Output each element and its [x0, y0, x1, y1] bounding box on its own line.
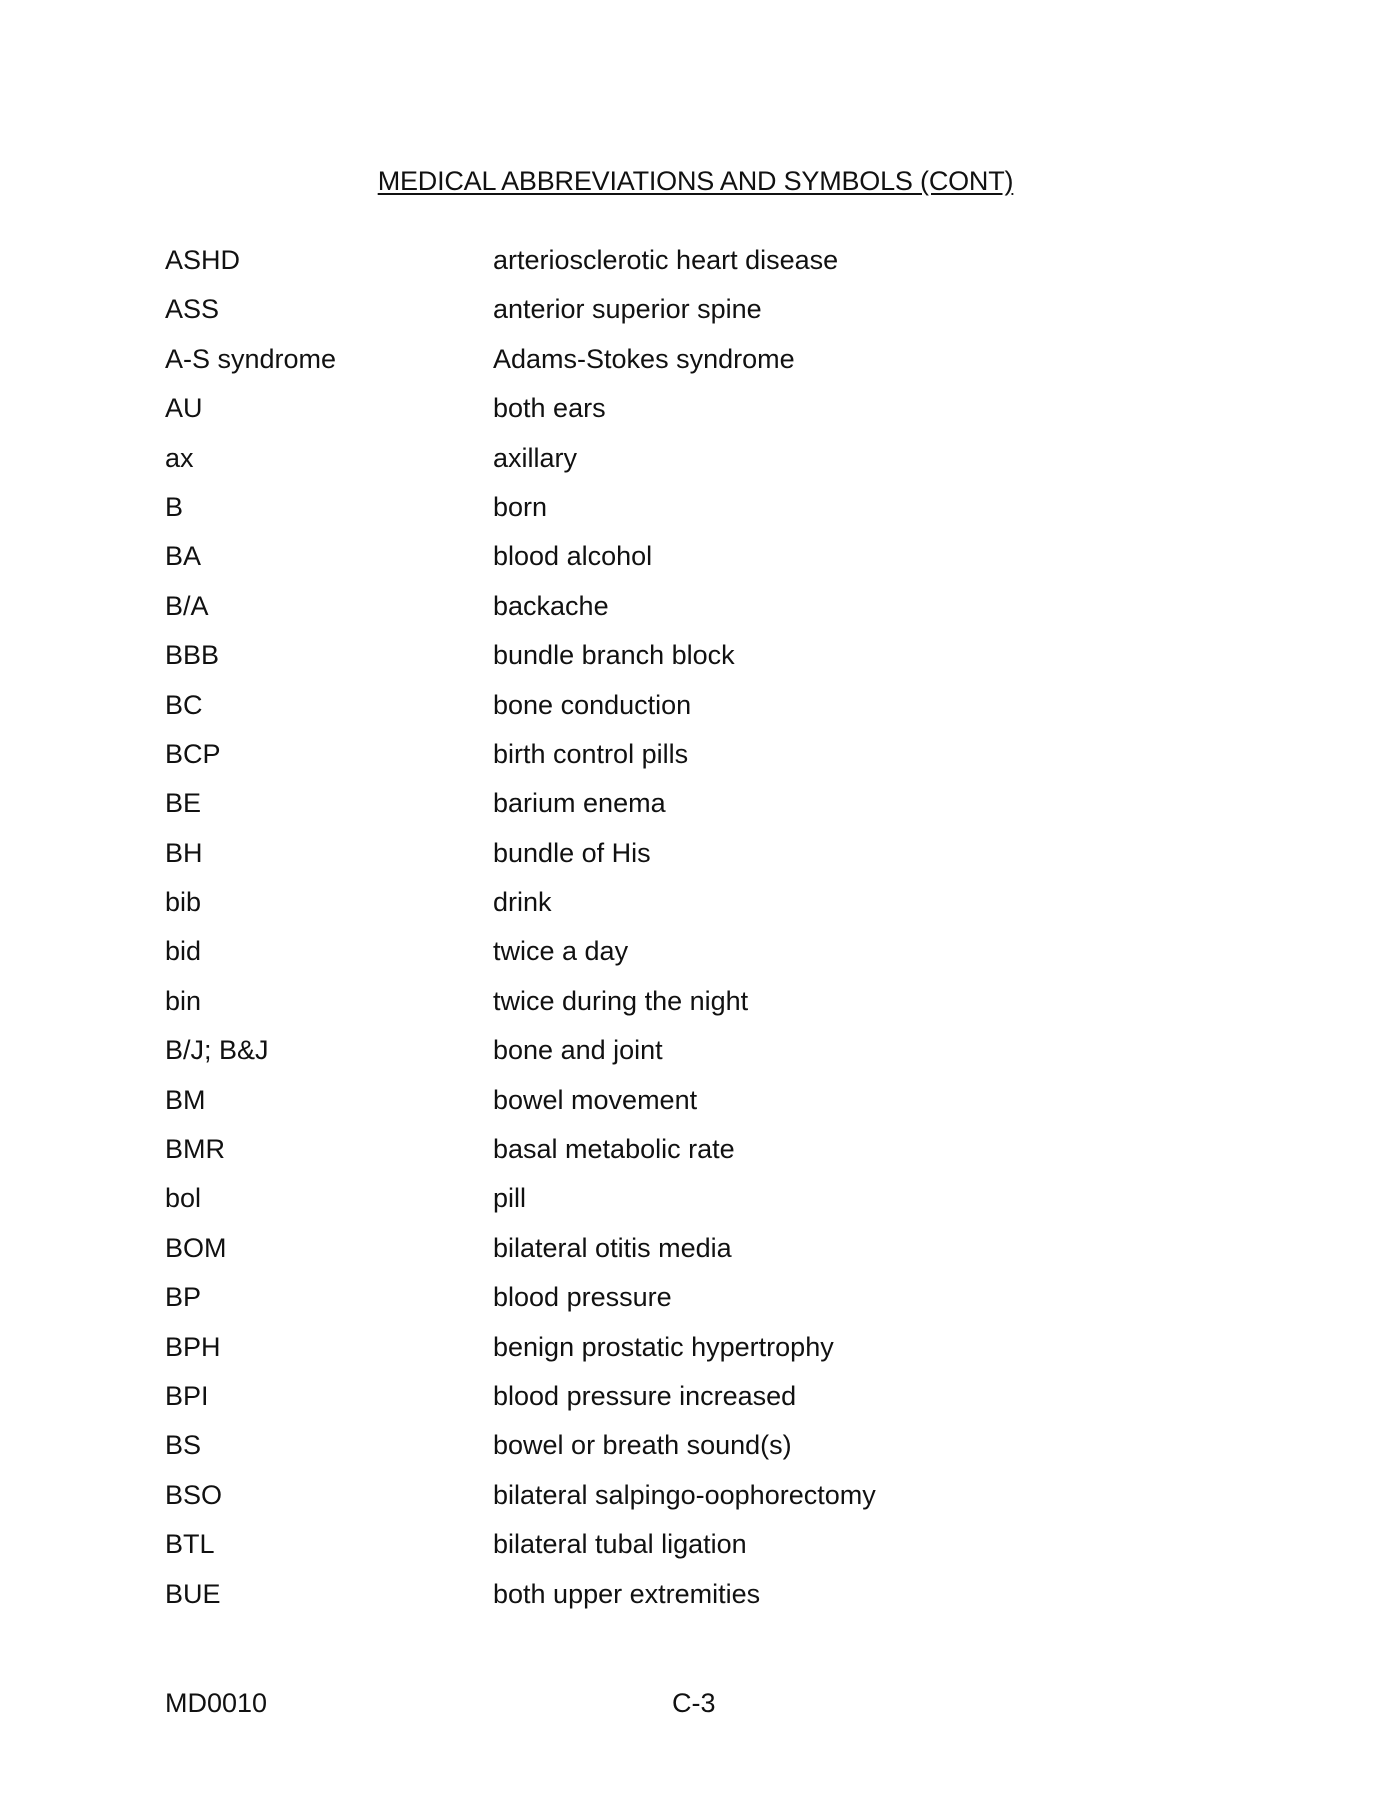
abbreviation-meaning: blood pressure — [493, 1282, 672, 1313]
abbreviation: BH — [165, 837, 203, 868]
list-item — [165, 1331, 1265, 1380]
list-item — [165, 491, 1265, 540]
abbreviation: ASHD — [165, 245, 241, 275]
abbreviation: ASS — [165, 294, 220, 325]
list-item — [165, 837, 1265, 886]
abbreviation-meaning: arteriosclerotic heart disease — [493, 245, 839, 275]
list-item — [165, 639, 1265, 688]
abbreviation-meaning: blood alcohol — [493, 541, 653, 572]
list-item — [165, 1084, 1265, 1133]
abbreviation: bid — [165, 936, 202, 967]
abbreviation: bol — [165, 1183, 202, 1214]
abbreviation: B/A — [165, 590, 209, 621]
abbreviation: B — [165, 491, 184, 522]
abbreviation-meaning: born — [493, 491, 548, 522]
abbreviation: BSO — [165, 1479, 223, 1510]
abbreviation-meaning: basal metabolic rate — [493, 1134, 735, 1165]
list-item — [165, 1133, 1265, 1182]
abbreviation-meaning: birth control pills — [493, 738, 689, 769]
list-item — [165, 886, 1265, 935]
abbreviation: BUE — [165, 1578, 221, 1609]
abbreviation: BP — [165, 1282, 202, 1313]
abbreviation-list — [165, 244, 1265, 1627]
list-item — [165, 343, 1265, 392]
abbreviation-meaning: Adams-Stokes syndrome — [493, 343, 795, 374]
abbreviation: B/J; B&J — [165, 1035, 269, 1066]
abbreviation-meaning: both upper extremities — [493, 1578, 761, 1609]
abbreviation: BE — [165, 788, 202, 819]
abbreviation: BPH — [165, 1331, 221, 1362]
list-item — [165, 1479, 1265, 1528]
abbreviation: BCP — [165, 738, 221, 769]
abbreviation-meaning: bilateral salpingo-oophorectomy — [493, 1479, 876, 1510]
list-item — [165, 689, 1265, 738]
abbreviation-meaning: pill — [493, 1183, 527, 1214]
abbreviation-meaning: blood pressure increased — [493, 1380, 797, 1411]
list-item — [165, 1578, 1265, 1627]
page-title: MEDICAL ABBREVIATIONS AND SYMBOLS (CONT) — [377, 166, 1014, 196]
abbreviation-meaning: bone conduction — [493, 689, 692, 720]
list-item — [165, 540, 1265, 589]
abbreviation: bin — [165, 985, 202, 1016]
list-item — [165, 392, 1265, 441]
abbreviation-meaning: bilateral otitis media — [493, 1232, 732, 1263]
list-item — [165, 1182, 1265, 1231]
abbreviation-meaning: axillary — [493, 442, 578, 473]
list-item — [165, 985, 1265, 1034]
abbreviation: BMR — [165, 1134, 225, 1165]
abbreviation-meaning: backache — [493, 590, 609, 621]
abbreviation-meaning: bowel or breath sound(s) — [493, 1430, 792, 1461]
list-item — [165, 1034, 1265, 1083]
abbreviation-meaning: twice during the night — [493, 985, 749, 1016]
abbreviation-meaning: bilateral tubal ligation — [493, 1529, 747, 1560]
abbreviation-meaning: benign prostatic hypertrophy — [493, 1331, 834, 1362]
abbreviation: BPI — [165, 1380, 209, 1411]
abbreviation-meaning: both ears — [493, 393, 606, 424]
list-item — [165, 1429, 1265, 1478]
abbreviation: BM — [165, 1084, 206, 1115]
document-code: MD0010 — [165, 1688, 268, 1718]
list-item — [165, 738, 1265, 787]
list-item — [165, 1380, 1265, 1429]
abbreviation: BTL — [165, 1529, 215, 1560]
abbreviation: BOM — [165, 1232, 227, 1263]
abbreviation: BA — [165, 541, 202, 572]
list-item — [165, 590, 1265, 639]
abbreviation: ax — [165, 442, 194, 473]
abbreviation-meaning: anterior superior spine — [493, 294, 762, 325]
list-item — [165, 935, 1265, 984]
abbreviation: bib — [165, 887, 202, 918]
abbreviation: BBB — [165, 640, 220, 671]
abbreviation-meaning: bowel movement — [493, 1084, 698, 1115]
abbreviation-meaning: drink — [493, 887, 552, 918]
abbreviation: BC — [165, 689, 203, 720]
list-item — [165, 442, 1265, 491]
abbreviation-meaning: barium enema — [493, 788, 666, 819]
list-item — [165, 1281, 1265, 1330]
abbreviation-meaning: twice a day — [493, 936, 629, 967]
abbreviation-meaning: bone and joint — [493, 1035, 663, 1066]
list-item — [165, 244, 1265, 293]
abbreviation: A-S syndrome — [165, 343, 337, 374]
abbreviation-meaning: bundle branch block — [493, 640, 735, 671]
list-item — [165, 293, 1265, 342]
list-item — [165, 1232, 1265, 1281]
abbreviation: AU — [165, 393, 203, 424]
list-item — [165, 787, 1265, 836]
page-number: C-3 — [672, 1688, 716, 1718]
abbreviation-meaning: bundle of His — [493, 837, 651, 868]
list-item — [165, 1528, 1265, 1577]
abbreviation: BS — [165, 1430, 202, 1461]
